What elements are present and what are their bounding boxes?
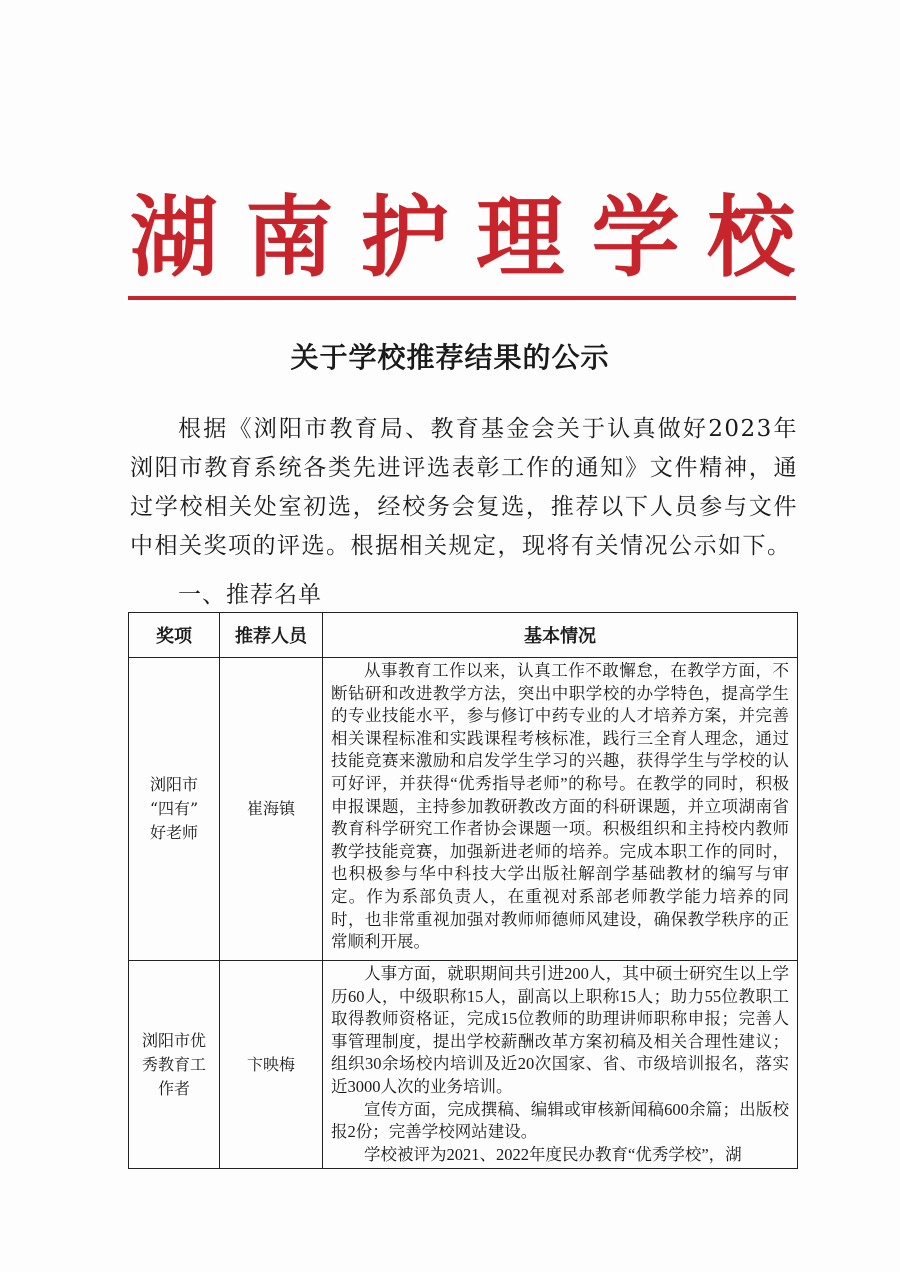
award-line: 好老师 — [149, 823, 198, 842]
recommendation-table — [128, 612, 798, 1169]
table-header-row — [129, 613, 798, 658]
info-cell — [323, 961, 798, 1169]
masthead-char: 学 — [591, 185, 680, 289]
award-line: 浏阳市优 — [141, 1030, 206, 1050]
intro-paragraph: 根据《浏阳市教育局、教育基金会关于认真做好2023年浏阳市教育系统各类先进评选表彰工作的通知》文件精神，通过学校相关处室初选，经校务会复选，推荐以下人员参与文件中相关奖项的评选。根据相关规定，现将有关情况公示如下。 — [130, 416, 798, 559]
header-award: 奖项 — [129, 613, 220, 658]
school-masthead — [130, 182, 795, 292]
award-line: 秀教育工 — [141, 1054, 206, 1074]
person-cell: 崔海镇 — [220, 658, 323, 961]
section-heading: 一、推荐名单 — [178, 582, 322, 608]
masthead-char: 理 — [476, 185, 565, 289]
info-paragraph: 人事方面，就职期间共引进200人，其中硕士研究生以上学历60人，中级职称15人，副高以上职称15人；助力55位教职工取得教师资格证，完成15位教师的助理讲师职称申报；完善人事管理制度，提出学校薪酬改革方案初稿及相关合理性建议；组织30余场校内培训及近20次国家、省、市级培训报名，落实近3000人次的业务培训。 — [331, 964, 790, 1096]
award-cell — [129, 961, 220, 1169]
header-info: 基本情况 — [323, 613, 798, 658]
masthead-divider — [128, 296, 796, 300]
masthead-char: 南 — [245, 185, 334, 289]
masthead-char: 湖 — [130, 185, 219, 289]
notice-title: 关于学校推荐结果的公示 — [290, 341, 610, 374]
table-row — [129, 658, 798, 961]
masthead-char: 校 — [706, 185, 795, 289]
table-row — [129, 961, 798, 1169]
info-paragraph: 从事教育工作以来，认真工作不敢懈怠，在教学方面，不断钻研和改进教学方法，突出中职学校的办学特色，提高学生的专业技能水平，参与修订中药专业的人才培养方案，并完善相关课程标准和实践课程考核标准，践行三全育人理念，通过技能竞赛来激励和启发学生学习的兴趣，获得学生与学校的认可好评，并获得“优秀指导老师”的称号。在教学的同时，积极申报课题，主持参加教研教改方面的科研课题，并立项湖南省教育科学研究工作者协会课题一项。积极组织和主持校内教师教学技能竞赛，加强新进老师的培养。完成本职工作的同时，也积极参与华中科技大学出版社解剖学基础教材的编写与审定。作为系部负责人，在重视对系部老师教学能力培养的同时，也非常重视加强对教师师德师风建设，确保教学秩序的正常顺利开展。 — [331, 661, 789, 952]
award-line: 作者 — [157, 1078, 190, 1098]
award-cell — [129, 658, 220, 961]
info-cell — [323, 658, 798, 961]
person-cell: 卞映梅 — [220, 961, 323, 1169]
award-line: “四有” — [149, 799, 199, 818]
masthead-char: 护 — [360, 185, 449, 289]
info-paragraph: 宣传方面，完成撰稿、编辑或审核新闻稿600余篇；出版校报2份；完善学校网站建设。 — [331, 1099, 789, 1142]
info-paragraph: 学校被评为2021、2022年度民办教育“优秀学校”，湖 — [364, 1144, 742, 1164]
header-person: 推荐人员 — [220, 613, 323, 658]
award-line: 浏阳市 — [149, 775, 198, 794]
